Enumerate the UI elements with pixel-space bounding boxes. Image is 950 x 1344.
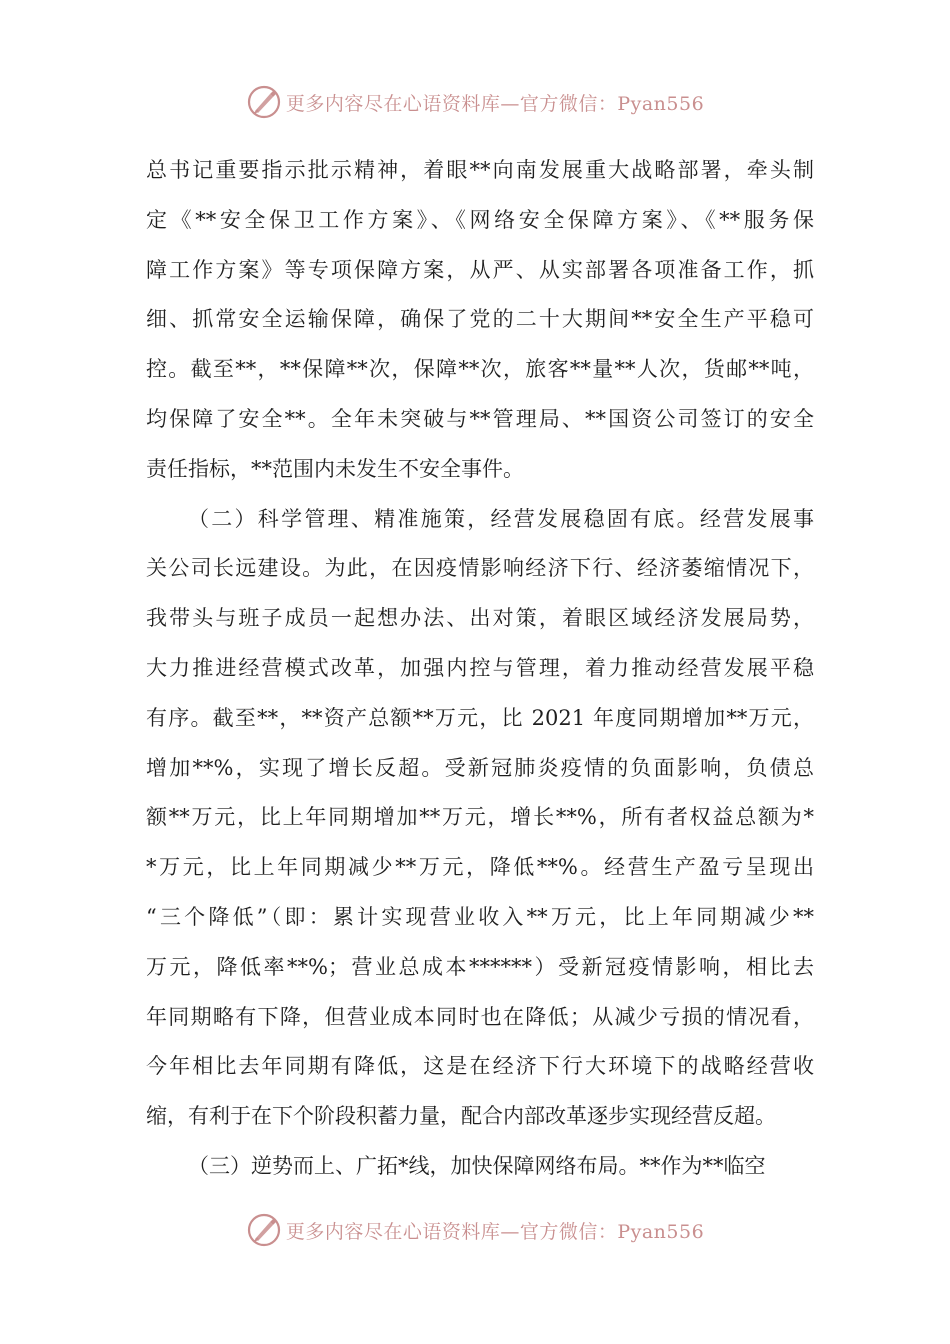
body-line: 增加**%，实现了增长反超。受新冠肺炎疫情的负面影响，负债总 [146, 755, 814, 780]
document-body [146, 146, 814, 1192]
header-watermark-text: 更多内容尽在心语资料库—官方微信：Pyan556 [285, 92, 705, 115]
body-line: 大力推进经营模式改革，加强内控与管理，着力推动经营发展平稳 [146, 655, 814, 680]
footer-watermark-text: 更多内容尽在心语资料库—官方微信：Pyan556 [285, 1220, 705, 1243]
body-line: 年同期略有下降，但营业成本同时也在降低；从减少亏损的情况看， [146, 1004, 814, 1029]
body-line: 今年相比去年同期有降低，这是在经济下行大环境下的战略经营收 [146, 1054, 814, 1079]
body-line: 责任指标，**范围内未发生不安全事件。 [146, 456, 524, 481]
body-line: 额**万元，比上年同期增加**万元，增长**%，所有者权益总额为* [146, 805, 814, 830]
header-watermark [0, 80, 950, 124]
body-line: *万元，比上年同期减少**万元，降低**%。经营生产盈亏呈现出 [146, 855, 814, 880]
pen-quill-seal-icon [246, 84, 282, 120]
body-line: 均保障了安全**。全年未突破与**管理局、**国资公司签订的安全 [146, 406, 814, 431]
body-line: 总书记重要指示批示精神，着眼**向南发展重大战略部署，牵头制 [146, 158, 814, 182]
pen-quill-seal-icon [246, 1212, 282, 1248]
body-line: 障工作方案》等专项保障方案，从严、从实部署各项准备工作，抓 [146, 257, 814, 282]
body-line: 定《**安全保卫工作方案》、《网络安全保障方案》、《**服务保 [146, 207, 814, 232]
body-line: 我带头与班子成员一起想办法、出对策，着眼区域经济发展局势， [146, 606, 814, 631]
body-line: 万元，降低率**%；营业总成本******）受新冠疫情影响，相比去 [146, 954, 814, 979]
section-heading-line: （三）逆势而上、广拓*线，加快保障网络布局。**作为**临空 [188, 1153, 766, 1178]
body-line: 缩，有利于在下个阶段积蓄力量，配合内部改革逐步实现经营反超。 [146, 1104, 776, 1129]
body-line: 细、抓常安全运输保障，确保了党的二十大期间**安全生产平稳可 [146, 307, 814, 332]
body-line: 控。截至**，**保障**次，保障**次，旅客**量**人次，货邮**吨， [146, 357, 814, 382]
section-heading-line: （二）科学管理、精准施策，经营发展稳固有底。经营发展事 [188, 506, 814, 531]
footer-watermark [0, 1208, 950, 1252]
body-line: 关公司长远建设。为此，在因疫情影响经济下行、经济萎缩情况下， [146, 556, 814, 581]
body-line: 有序。截至**，**资产总额**万元，比 2021 年度同期增加**万元， [146, 705, 814, 730]
body-line: “三个降低”（即：累计实现营业收入**万元，比上年同期减少** [146, 904, 814, 929]
